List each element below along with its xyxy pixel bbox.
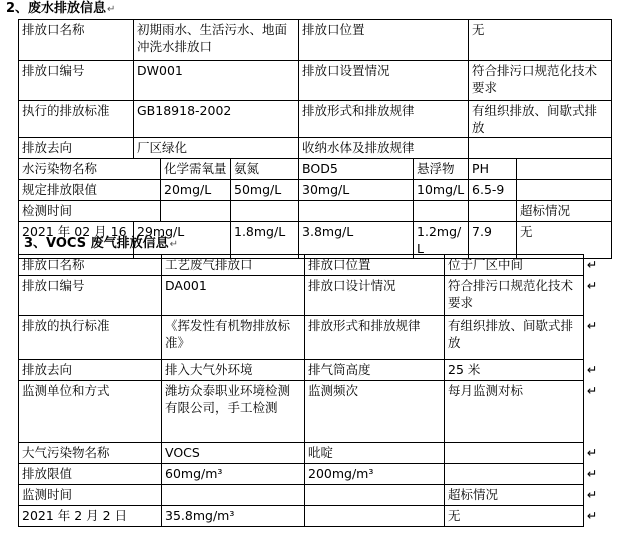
- outlet-name-label: 排放口名称: [19, 20, 134, 61]
- result-ammonia: 1.8mg/L: [231, 222, 299, 259]
- stack-height-value: 25 米: [445, 360, 584, 381]
- monitor-time-label: 检测时间: [19, 201, 161, 222]
- empty-cell: [305, 485, 445, 506]
- destination-label: 排放去向: [19, 360, 162, 381]
- result-ph: 7.9: [469, 222, 517, 259]
- wastewater-discharge-table: [18, 19, 612, 259]
- table-row: [19, 443, 610, 464]
- destination-value: 厂区绿化: [134, 138, 299, 159]
- monitor-unit-value: 潍坊众泰职业环境检测有限公司，手工检测: [162, 381, 305, 443]
- destination-value: 排入大气外环境: [162, 360, 305, 381]
- section-3-heading-text: 3、VOCS 废气排放信息: [24, 236, 169, 251]
- table-row: [19, 381, 610, 443]
- table-row: [19, 180, 612, 201]
- stack-height-label: 排气筒高度: [305, 360, 445, 381]
- outlet-location-label: 排放口位置: [299, 20, 469, 61]
- receiving-water-value: [469, 138, 612, 159]
- pollutant-ph: PH: [469, 159, 517, 180]
- row-end-mark: ↵: [587, 361, 598, 377]
- exceed-value: 无: [445, 506, 584, 527]
- outlet-name-label: 排放口名称: [19, 255, 162, 276]
- vocs-emission-table: [18, 254, 610, 527]
- table-row: [19, 485, 610, 506]
- pollutant-ss: 悬浮物: [414, 159, 469, 180]
- discharge-pattern-label: 排放形式和排放规律: [299, 101, 469, 138]
- result-vocs: 35.8mg/m³: [162, 506, 305, 527]
- row-end-mark: ↵: [587, 486, 598, 502]
- monitor-time-label: 监测时间: [19, 485, 162, 506]
- result-cod: 29mg/L: [134, 222, 231, 259]
- standard-value: 《挥发性有机物排放标准》: [162, 316, 305, 360]
- limit-label: 排放限值: [19, 464, 162, 485]
- row-end-mark: ↵: [587, 444, 598, 460]
- outlet-setup-label: 排放口设置情况: [299, 61, 469, 101]
- table-row: [19, 159, 612, 180]
- row-end-mark: ↵: [587, 256, 598, 272]
- exceed-label: 超标情况: [445, 485, 584, 506]
- pollutant-name-label: 大气污染物名称: [19, 443, 162, 464]
- result-bod5: 3.8mg/L: [299, 222, 414, 259]
- exceed-value: 无: [517, 222, 612, 259]
- empty-cell: [299, 201, 414, 222]
- pollutant-ammonia: 氨氮: [231, 159, 299, 180]
- table-row: [19, 201, 612, 222]
- monitor-frequency-value: 每月监测对标: [445, 381, 584, 443]
- outlet-name-value: 初期雨水、生活污水、地面冲洗水排放口: [134, 20, 299, 61]
- outlet-name-value: 工艺废气排放口: [162, 255, 305, 276]
- outlet-number-label: 排放口编号: [19, 61, 134, 101]
- paragraph-mark: ↵: [169, 239, 178, 250]
- outlet-number-label: 排放口编号: [19, 276, 162, 316]
- table-row: [19, 464, 610, 485]
- limit-ammonia: 50mg/L: [231, 180, 299, 201]
- pollutant-name-label: 水污染物名称: [19, 159, 161, 180]
- table-row: [19, 101, 612, 138]
- empty-cell: [414, 201, 469, 222]
- outlet-location-value: 位于厂区中间: [445, 255, 584, 276]
- outlet-location-value: 无: [469, 20, 612, 61]
- section-2-heading-text: 2、废水排放信息: [6, 1, 107, 16]
- pollutant-pyridine: 吡啶: [305, 443, 445, 464]
- empty-cell: [161, 201, 231, 222]
- empty-cell: [162, 485, 305, 506]
- empty-cell: [231, 201, 299, 222]
- table-row: [19, 255, 610, 276]
- outlet-design-value: 符合排污口规范化技术要求: [445, 276, 584, 316]
- standard-value: GB18918-2002: [134, 101, 299, 138]
- empty-cell: [305, 506, 445, 527]
- pollutant-empty: [445, 443, 584, 464]
- standard-label: 执行的排放标准: [19, 101, 134, 138]
- monitor-date: 2021 年 02 月 16: [19, 222, 134, 259]
- empty-cell: [469, 201, 517, 222]
- monitor-frequency-label: 监测频次: [305, 381, 445, 443]
- standard-label: 排放的执行标准: [19, 316, 162, 360]
- pollutant-vocs: VOCS: [162, 443, 305, 464]
- empty-cell: [517, 159, 612, 180]
- pollutant-cod: 化学需氧量: [161, 159, 231, 180]
- limit-cod: 20mg/L: [161, 180, 231, 201]
- row-end-mark: ↵: [587, 465, 598, 481]
- table-row: [19, 20, 612, 61]
- row-end-mark: ↵: [587, 382, 598, 398]
- outlet-design-label: 排放口设计情况: [305, 276, 445, 316]
- outlet-setup-value: 符合排污口规范化技术要求: [469, 61, 612, 101]
- limit-ss: 10mg/L: [414, 180, 469, 201]
- outlet-location-label: 排放口位置: [305, 255, 445, 276]
- limit-label: 规定排放限值: [19, 180, 161, 201]
- table-row: [19, 506, 610, 527]
- destination-label: 排放去向: [19, 138, 134, 159]
- discharge-pattern-value: 有组织排放、间歇式排放: [445, 316, 584, 360]
- outlet-number-value: DW001: [134, 61, 299, 101]
- result-ss: 1.2mg/L: [414, 222, 469, 259]
- table-row: [19, 61, 612, 101]
- empty-cell: [517, 180, 612, 201]
- outlet-number-value: DA001: [162, 276, 305, 316]
- monitor-date: 2021 年 2 月 2 日: [19, 506, 162, 527]
- row-end-mark: ↵: [587, 507, 598, 523]
- table-row: [19, 316, 610, 360]
- limit-vocs: 60mg/m³: [162, 464, 305, 485]
- receiving-water-label: 收纳水体及排放规律: [299, 138, 469, 159]
- exceed-label: 超标情况: [517, 201, 612, 222]
- table-row: [19, 276, 610, 316]
- discharge-pattern-label: 排放形式和排放规律: [305, 316, 445, 360]
- table-row: [19, 138, 612, 159]
- limit-bod5: 30mg/L: [299, 180, 414, 201]
- limit-pyridine: 200mg/m³: [305, 464, 445, 485]
- limit-ph: 6.5-9: [469, 180, 517, 201]
- row-end-mark: ↵: [587, 277, 598, 293]
- row-end-mark: ↵: [587, 317, 598, 333]
- monitor-unit-label: 监测单位和方式: [19, 381, 162, 443]
- limit-empty: [445, 464, 584, 485]
- pollutant-bod5: BOD5: [299, 159, 414, 180]
- discharge-pattern-value: 有组织排放、间歇式排放: [469, 101, 612, 138]
- table-row: [19, 360, 610, 381]
- section-3-heading: [24, 236, 178, 253]
- paragraph-mark: ↵: [107, 4, 116, 15]
- section-2-heading: [6, 1, 115, 18]
